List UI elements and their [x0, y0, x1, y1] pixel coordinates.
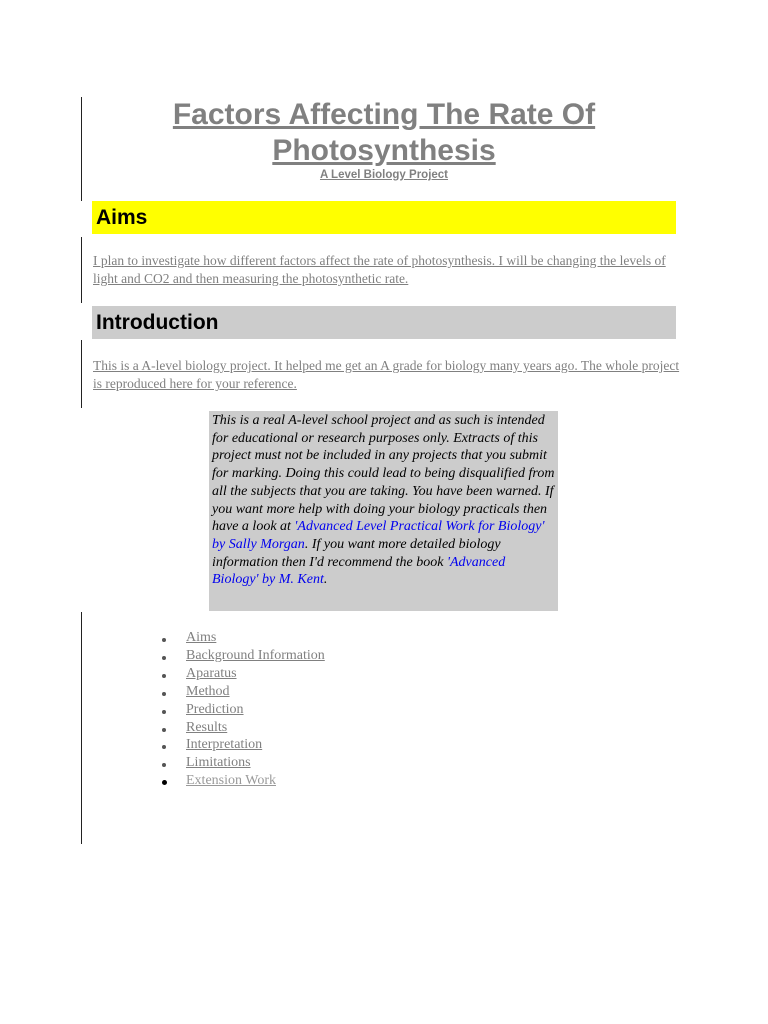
toc-item — [160, 647, 325, 665]
disclaimer-text-2: . If you want more detailed biology information then I'd recommend the book — [212, 536, 501, 570]
toc-link-method[interactable]: Method — [186, 683, 230, 699]
introduction-paragraph: This is a A-level biology project. It helped me get an A grade for biology many years ago. The whole project is reproduced here for your reference. — [93, 358, 680, 391]
toc-link-background-information[interactable]: Background Information — [186, 647, 325, 663]
left-margin-rule — [81, 612, 82, 844]
toc-link-interpretation[interactable]: Interpretation — [186, 737, 263, 753]
left-margin-rule — [81, 97, 82, 201]
page-subtitle: A Level Biology Project — [319, 169, 449, 181]
toc-item — [160, 736, 325, 754]
toc-item — [160, 701, 325, 719]
toc-link-prediction[interactable]: Prediction — [186, 701, 244, 717]
table-of-contents — [160, 629, 325, 790]
toc-item — [160, 629, 325, 647]
practical-work-book-link[interactable]: 'Advanced Level Practical Work for Biology' by Sally Morgan — [212, 519, 545, 552]
aims-paragraph: I plan to investigate how different factors affect the rate of photosynthesis. I will be changing the levels of light and CO2 and then measuring the photosynthetic rate. — [93, 253, 666, 286]
toc-item — [160, 754, 325, 772]
toc-link-aims[interactable]: Aims — [186, 630, 217, 645]
toc-link-limitations[interactable]: Limitations — [186, 755, 251, 771]
toc-item — [160, 683, 325, 701]
toc-link-extension-work[interactable]: Extension Work — [186, 773, 276, 789]
introduction-heading: Introduction — [92, 306, 676, 339]
disclaimer-box — [209, 411, 558, 611]
disclaimer-text: This is a real A-level school project and as such is intended for educational or research purposes only. Extracts of this project must not be included in any projects that you submit for marking. Doing this could lead to being disqualified from all the subjects that you are taking. You have been warned. If you want more help with doing your biology practicals then have a look at — [212, 413, 555, 535]
left-margin-rule — [81, 340, 82, 408]
toc-link-aparatus[interactable]: Aparatus — [186, 665, 237, 681]
page-title — [120, 97, 648, 169]
disclaimer-text-end: . — [323, 572, 328, 588]
advanced-biology-book-link[interactable]: 'Advanced Biology' by M. Kent — [212, 554, 506, 588]
left-margin-rule — [81, 237, 82, 303]
toc-link-results[interactable]: Results — [186, 719, 228, 735]
toc-item — [160, 772, 325, 790]
title-line-2: Photosynthesis — [272, 134, 496, 167]
toc-item — [160, 665, 325, 683]
aims-heading: Aims — [92, 201, 676, 234]
title-line-1: Factors Affecting The Rate Of — [172, 98, 596, 131]
toc-item — [160, 719, 325, 737]
